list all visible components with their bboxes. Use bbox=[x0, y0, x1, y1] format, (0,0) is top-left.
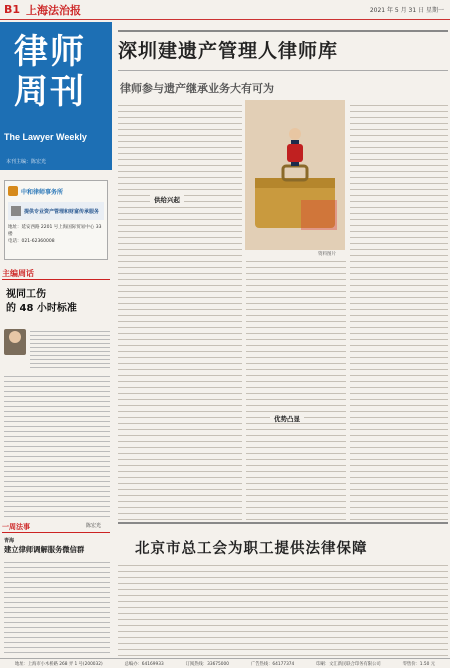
footer-subscribe: 订阅热线：33675000 bbox=[185, 661, 229, 667]
ad-firm-name: 中和律师事务所 bbox=[21, 188, 64, 196]
section-title-line2: 周刊 bbox=[14, 72, 86, 112]
ad-phone: 电话：021-62360008 bbox=[8, 239, 55, 244]
briefs-body bbox=[4, 558, 110, 656]
issue-date: 2021 年 5 月 31 日 星期一 bbox=[369, 7, 444, 14]
law-firm-ad bbox=[4, 180, 108, 260]
footer-ads: 广告热线：64177374 bbox=[250, 661, 295, 667]
section-title-line1: 律师 bbox=[14, 32, 86, 72]
ad-band-text: 提供专业资产管理和财富传承服务 bbox=[24, 208, 100, 215]
page-number: B1 bbox=[4, 3, 21, 16]
editor-line: 本刊主编：陈宏光 bbox=[6, 159, 47, 165]
column-label: 主编周话 bbox=[2, 268, 110, 280]
footer-price: 零售价：1.50 元 bbox=[402, 661, 436, 667]
column-text bbox=[30, 328, 110, 368]
page-footer bbox=[0, 658, 450, 668]
article-column-1 bbox=[118, 100, 242, 520]
main-subhead: 律师参与遗产继承业务大有可为 bbox=[120, 82, 274, 95]
firm-logo-icon bbox=[8, 186, 18, 196]
author-photo bbox=[4, 329, 26, 355]
photo-credit: 资料图片 bbox=[318, 252, 336, 257]
headline-rule bbox=[118, 70, 448, 71]
top-rule bbox=[118, 30, 448, 32]
footer-editorial: 总编办：64169933 bbox=[124, 661, 164, 667]
subhead-supply: 供给兴起 bbox=[150, 195, 184, 204]
footer-printer: 印刷：文汇新民联合印务有限公司 bbox=[316, 661, 381, 667]
article-column-3 bbox=[350, 100, 448, 520]
weekly-briefs bbox=[0, 522, 112, 662]
briefs-title: 建立律师调解服务微信群 bbox=[4, 545, 85, 554]
briefs-label: 一周法事 bbox=[2, 522, 110, 533]
article-photo bbox=[245, 100, 345, 250]
bottom-article-body bbox=[118, 560, 448, 656]
subhead-advantage: 优势凸显 bbox=[270, 414, 304, 423]
column-body bbox=[4, 372, 110, 518]
briefcase-figure-icon bbox=[245, 100, 345, 250]
qr-code-icon bbox=[11, 206, 21, 216]
bottom-rule bbox=[118, 522, 448, 524]
section-english-title: The Lawyer Weekly bbox=[4, 132, 87, 142]
ad-address: 地址：延安西路 2201 号上海国际贸易中心 33 楼 bbox=[8, 225, 102, 237]
column-title: 视同工伤 的 48 小时标准 bbox=[6, 289, 77, 314]
footer-address: 地址：上海市小木桥路 268 弄 1 号(200032) bbox=[14, 661, 103, 667]
bottom-headline: 北京市总工会为职工提供法律保障 bbox=[135, 541, 368, 557]
article-column-2 bbox=[246, 256, 346, 520]
masthead: 上海法治报 bbox=[26, 3, 82, 17]
column-byline: 陈宏光 bbox=[86, 523, 102, 529]
section-logo bbox=[0, 22, 112, 170]
main-headline: 深圳建遗产管理人律师库 bbox=[118, 40, 339, 62]
page-header bbox=[0, 0, 450, 20]
briefs-kicker: 青海 bbox=[4, 538, 15, 544]
